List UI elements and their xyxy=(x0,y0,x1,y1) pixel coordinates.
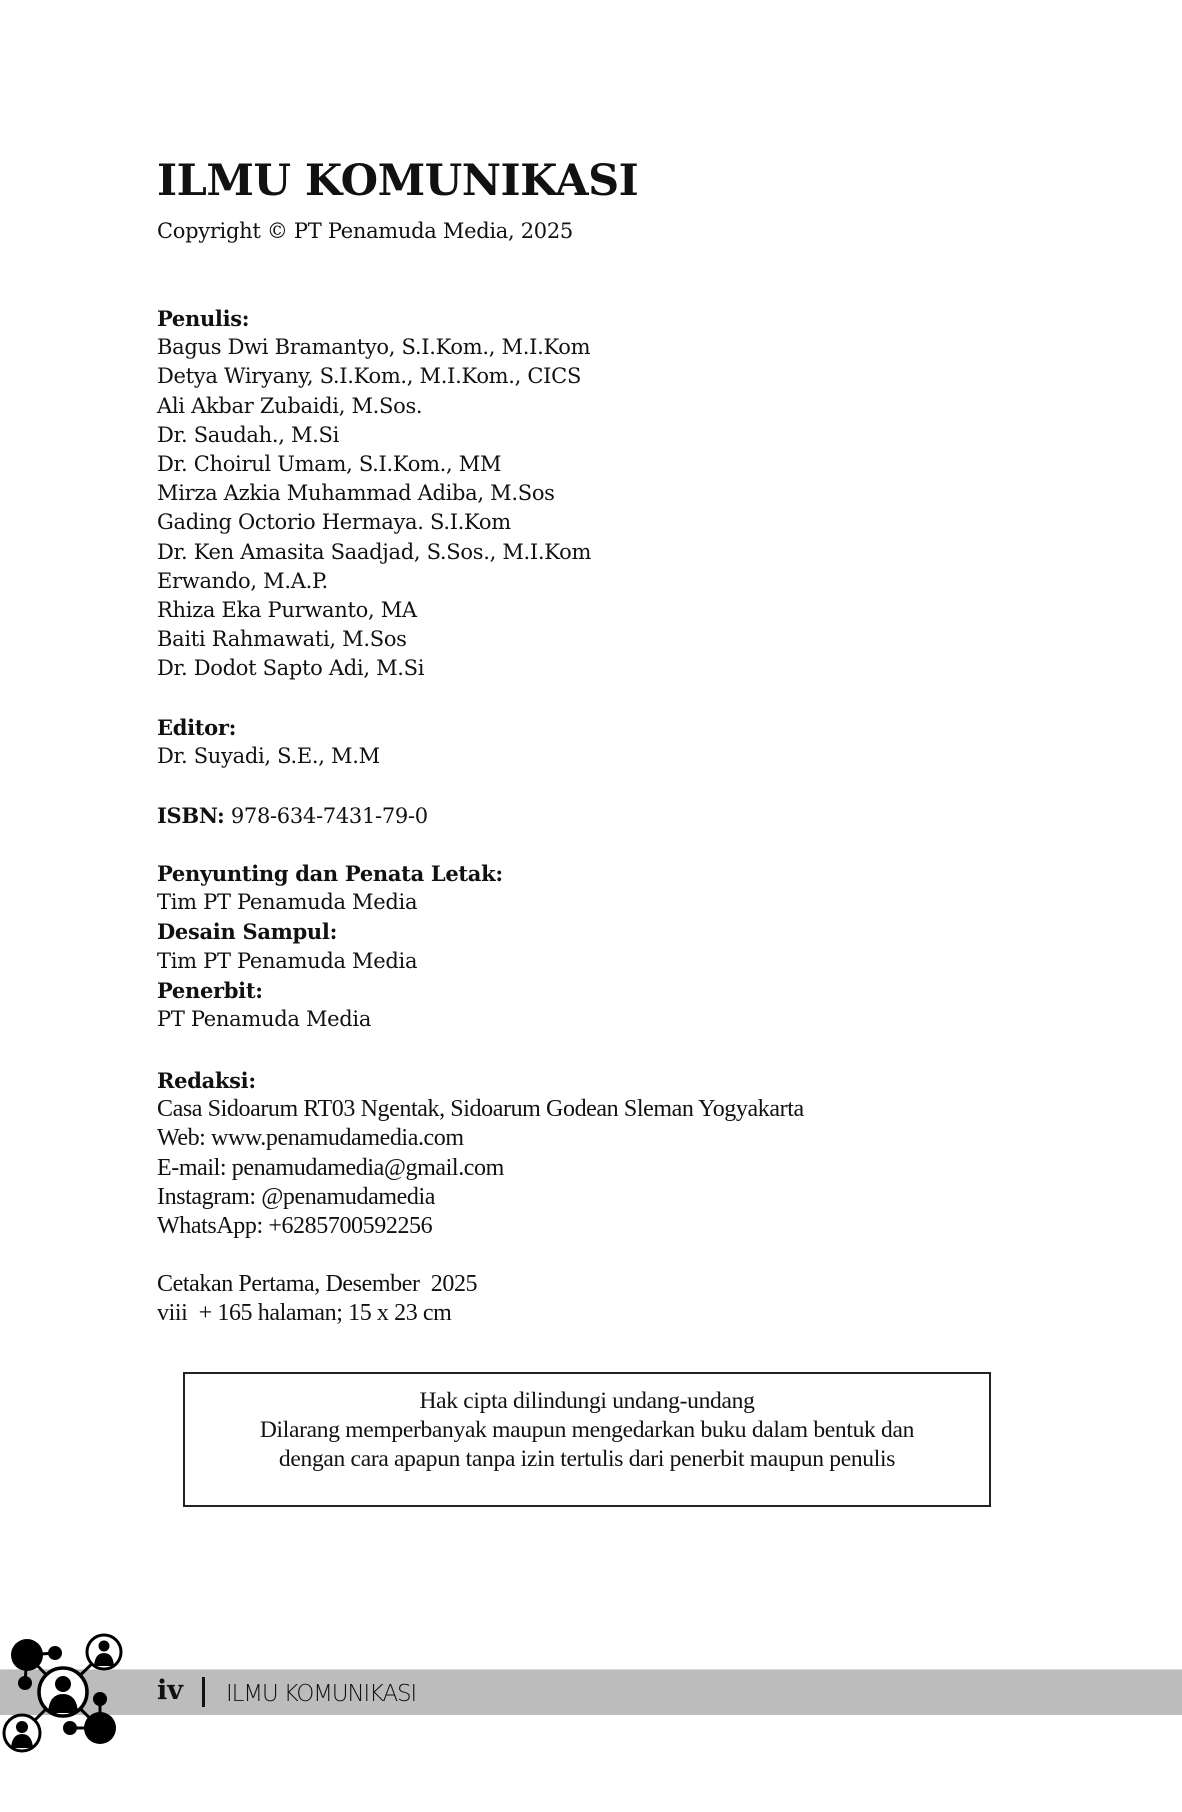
authors-section xyxy=(157,304,591,684)
author-name: Dr. Dodot Sapto Adi, M.Si xyxy=(157,656,425,681)
footer-separator xyxy=(202,1677,205,1707)
layout-value: Tim PT Penamuda Media xyxy=(157,890,418,915)
author-name: Dr. Saudah., M.Si xyxy=(157,422,340,447)
publisher-label: Penerbit: xyxy=(157,977,263,1003)
redaksi-instagram: Instagram: @penamudamedia xyxy=(157,1183,436,1210)
redaksi-address: Casa Sidoarum RT03 Ngentak, Sidoarum Godean Sleman Yogyakarta xyxy=(157,1096,804,1123)
editor-name: Dr. Suyadi, S.E., M.M xyxy=(157,744,380,769)
author-name: Erwando, M.A.P. xyxy=(157,568,328,593)
notice-line: Hak cipta dilindungi undang-undang xyxy=(419,1388,755,1414)
redaksi-whatsapp: WhatsApp: +6285700592256 xyxy=(157,1213,433,1240)
notice-line: Dilarang memperbanyak maupun mengedarkan buku dalam bentuk dan xyxy=(259,1417,915,1443)
editor-label: Editor: xyxy=(157,715,237,740)
redaksi-email: E-mail: penamudamedia@gmail.com xyxy=(157,1154,504,1181)
isbn-label: ISBN: xyxy=(157,803,225,828)
author-name: Bagus Dwi Bramantyo, S.I.Kom., M.I.Kom xyxy=(157,335,591,360)
book-title: ILMU KOMUNIKASI xyxy=(157,156,639,206)
running-head: ILMU KOMUNIKASI xyxy=(226,1681,416,1707)
author-name: Detya Wiryany, S.I.Kom., M.I.Kom., CICS xyxy=(157,364,582,389)
author-name: Mirza Azkia Muhammad Adiba, M.Sos xyxy=(157,481,555,506)
redaksi-section xyxy=(157,1066,804,1241)
author-name: Gading Octorio Hermaya. S.I.Kom xyxy=(157,510,511,535)
publisher-value: PT Penamuda Media xyxy=(157,1007,372,1032)
notice-line: dengan cara apapun tanpa izin tertulis dari penerbit maupun penulis xyxy=(278,1446,896,1472)
edition-section xyxy=(157,1270,477,1328)
author-name: Dr. Choirul Umam, S.I.Kom., MM xyxy=(157,452,502,477)
author-name: Ali Akbar Zubaidi, M.Sos. xyxy=(157,393,423,418)
author-name: Dr. Ken Amasita Saadjad, S.Sos., M.I.Kom xyxy=(157,539,592,564)
page-number: iv xyxy=(157,1675,183,1706)
cover-label: Desain Sampul: xyxy=(157,919,338,945)
redaksi-label: Redaksi: xyxy=(157,1068,256,1093)
pages-line: viii + 165 halaman; 15 x 23 cm xyxy=(157,1300,452,1327)
printing-line: Cetakan Pertama, Desember 2025 xyxy=(157,1271,478,1297)
isbn-value: 978-634-7431-79-0 xyxy=(230,804,428,828)
copyright-notice-box xyxy=(183,1372,991,1507)
author-name: Baiti Rahmawati, M.Sos xyxy=(157,627,407,652)
redaksi-web: Web: www.penamudamedia.com xyxy=(157,1125,464,1152)
production-section xyxy=(157,859,503,1034)
network-people-icon xyxy=(0,1620,130,1760)
editor-section xyxy=(157,713,380,771)
author-name: Rhiza Eka Purwanto, MA xyxy=(157,598,417,623)
copyright-line: Copyright © PT Penamuda Media, 2025 xyxy=(157,219,573,243)
cover-value: Tim PT Penamuda Media xyxy=(157,948,418,973)
authors-label: Penulis: xyxy=(157,306,250,331)
layout-label: Penyunting dan Penata Letak: xyxy=(157,861,503,886)
isbn-line xyxy=(157,801,428,831)
